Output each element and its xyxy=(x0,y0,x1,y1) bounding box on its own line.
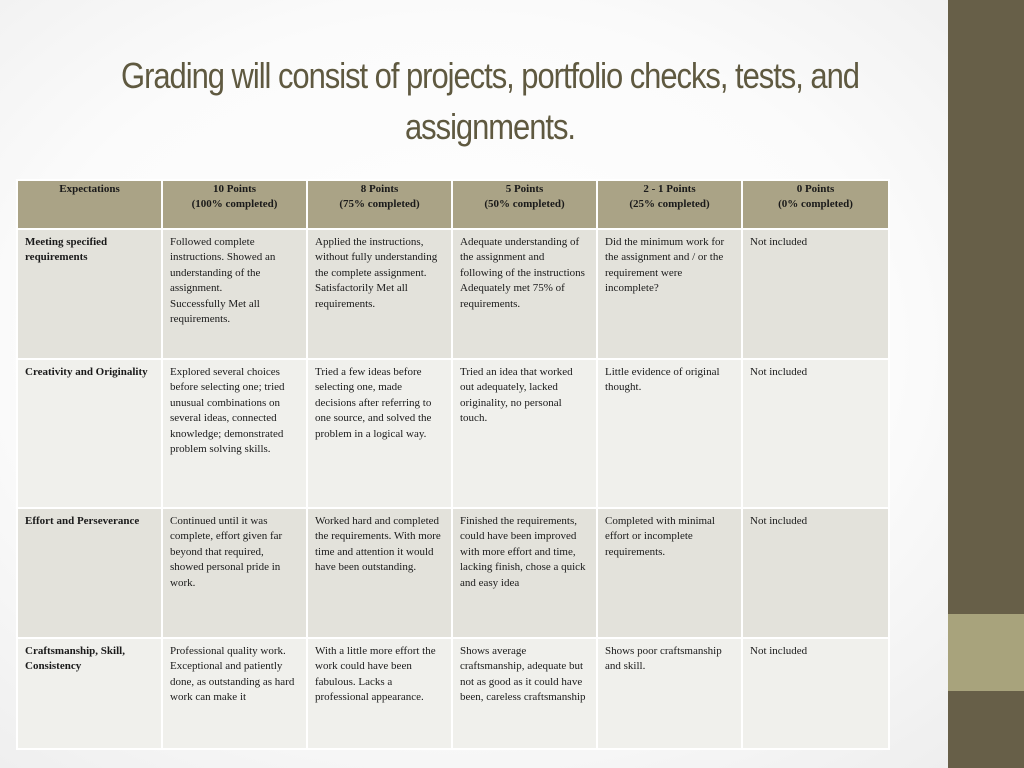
header-8-points xyxy=(307,180,452,229)
rubric-cell: Did the minimum work for the assignment and / or the requirement were incomplete? xyxy=(597,229,742,359)
table-row xyxy=(17,359,889,508)
header-sublabel: (100% completed) xyxy=(191,198,278,211)
header-expectations xyxy=(17,180,162,229)
table-row xyxy=(17,229,889,359)
header-sublabel: (75% completed) xyxy=(339,198,420,211)
header-label: 2 - 1 Points xyxy=(643,183,696,195)
header-label: 0 Points xyxy=(796,183,835,195)
rubric-cell: Not included xyxy=(742,638,889,749)
rubric-cell: Not included xyxy=(742,229,889,359)
table-row xyxy=(17,508,889,638)
header-2-1-points xyxy=(597,180,742,229)
rubric-cell: Not included xyxy=(742,508,889,638)
rubric-cell: Followed complete instructions. Showed an understanding of the assignment. Successfully Met all requirements. xyxy=(162,229,307,359)
rubric-cell: Completed with minimal effort or incomplete requirements. xyxy=(597,508,742,638)
criterion-cell: Effort and Perseverance xyxy=(17,508,162,638)
header-0-points xyxy=(742,180,889,229)
rubric-cell: Worked hard and completed the requirements. With more time and attention it would have been outstanding. xyxy=(307,508,452,638)
table-row xyxy=(17,638,889,749)
header-10-points xyxy=(162,180,307,229)
slide-title: Grading will consist of projects, portfolio checks, tests, and assignments. xyxy=(121,55,859,147)
rubric-cell: Finished the requirements, could have been improved with more effort and time, lacking finish, chose a quick and easy idea xyxy=(452,508,597,638)
rubric-cell: Adequate understanding of the assignment and following of the instructions Adequately met 75% of requirements. xyxy=(452,229,597,359)
header-sublabel: (25% completed) xyxy=(629,198,710,211)
rubric-cell: Tried an idea that worked out adequately, lacked originality, no personal touch. xyxy=(452,359,597,508)
header-label: 8 Points xyxy=(360,183,399,195)
table-header-row xyxy=(17,180,889,229)
rubric-cell: Continued until it was complete, effort given far beyond that required, showed personal pride in work. xyxy=(162,508,307,638)
rubric-cell: Explored several choices before selecting one; tried unusual combinations on several ideas, connected knowledge; demonstrated problem solving skills. xyxy=(162,359,307,508)
criterion-cell: Meeting specified requirements xyxy=(17,229,162,359)
header-sublabel: (0% completed) xyxy=(778,198,853,211)
sidebar-accent-block xyxy=(948,614,1024,691)
criterion-cell: Craftsmanship, Skill, Consistency xyxy=(17,638,162,749)
rubric-cell: Professional quality work. Exceptional and patiently done, as outstanding as hard work can make it xyxy=(162,638,307,749)
rubric-cell: Shows poor craftsmanship and skill. xyxy=(597,638,742,749)
header-sublabel: (50% completed) xyxy=(484,198,565,211)
header-label: Expectations xyxy=(59,183,120,195)
rubric-cell: Shows average craftsmanship, adequate but not as good as it could have been, careless craftsmanship xyxy=(452,638,597,749)
header-label: 10 Points xyxy=(212,183,257,195)
rubric-cell: Tried a few ideas before selecting one, made decisions after referring to one source, and solved the problem in a logical way. xyxy=(307,359,452,508)
rubric-cell: Applied the instructions, without fully understanding the complete assignment. Satisfactorily Met all requirements. xyxy=(307,229,452,359)
grading-rubric-table xyxy=(16,179,890,750)
rubric-cell: With a little more effort the work could have been fabulous. Lacks a professional appearance. xyxy=(307,638,452,749)
rubric-cell: Little evidence of original thought. xyxy=(597,359,742,508)
header-label: 5 Points xyxy=(505,183,544,195)
criterion-cell: Creativity and Originality xyxy=(17,359,162,508)
header-5-points xyxy=(452,180,597,229)
rubric-cell: Not included xyxy=(742,359,889,508)
